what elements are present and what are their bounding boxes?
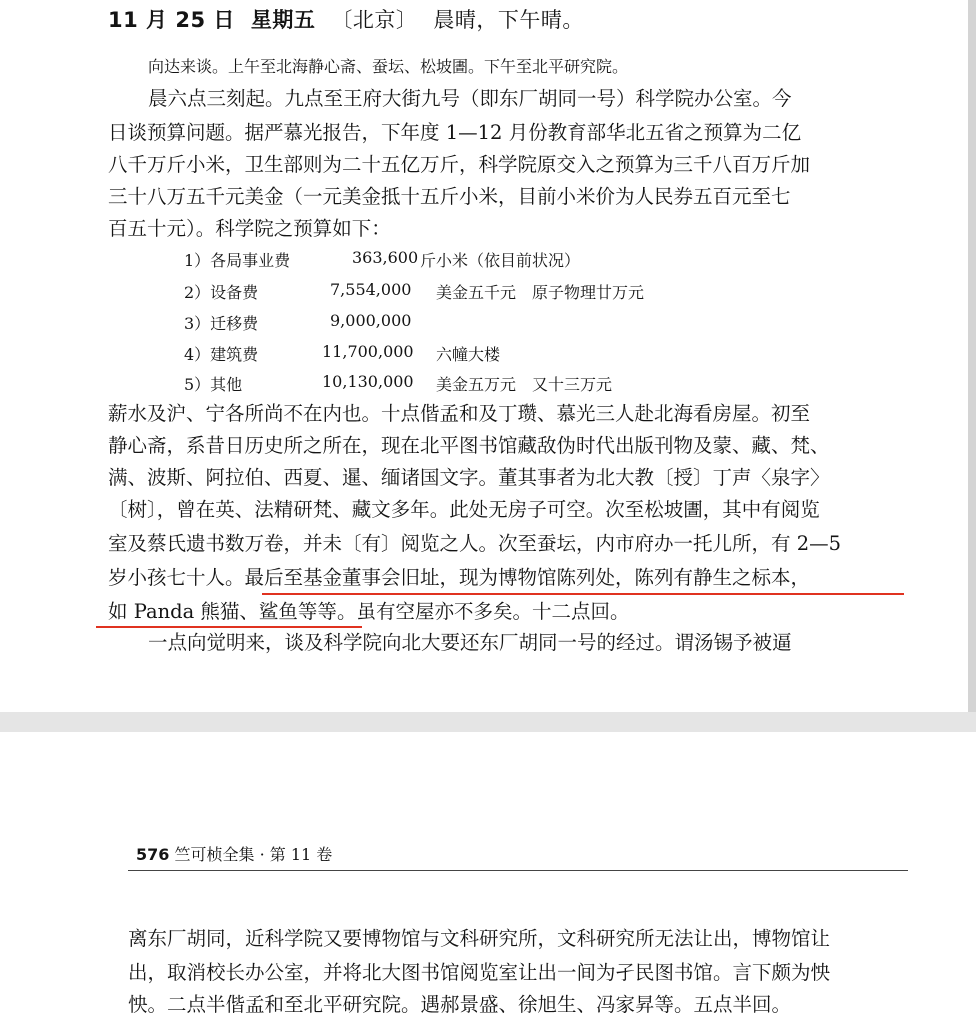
budget-amount: 363,600: [352, 248, 419, 267]
highlighted-text: 如 Panda 熊猫、鲨鱼等等: [108, 600, 337, 623]
highlight-underline: [262, 593, 904, 595]
paragraph-line: 静心斋，系昔日历史所之所在，现在北平图书馆藏敌伪时代出版刊物及蒙、藏、梵、: [108, 434, 830, 457]
paragraph-line: [108, 561, 810, 595]
line-segment: 岁小孩七十人。: [108, 566, 245, 589]
paragraph-line: 晨六点三刻起。九点至王府大街九号（即东厂胡同一号）科学院办公室。今: [148, 87, 792, 110]
paragraph-line: 日谈预算问题。据严慕光报告，下年度 1—12 月份教育部华北五省之预算为二亿: [108, 121, 802, 144]
paragraph-line: 室及蔡氏遗书数万卷，并未〔有〕阅览之人。次至蚕坛，内市府办一托儿所，有 2—5: [108, 532, 842, 555]
budget-item: 4）建筑费: [184, 345, 259, 364]
budget-note: 六幢大楼: [436, 345, 501, 364]
budget-amount: 11,700,000: [322, 342, 414, 361]
paragraph-line: 满、波斯、阿拉伯、西夏、暹、缅诸国文字。董其事者为北大教〔授〕丁声〈泉字〉: [108, 466, 830, 489]
page-separator: [0, 712, 976, 732]
highlighted-text: 最后至基金董事会旧址，现为博物馆陈列处，陈列有静生之标本，: [244, 566, 811, 589]
paragraph-line: 百五十元）。科学院之预算如下：: [108, 217, 391, 240]
paragraph-line: 三十八万五千元美金（一元美金抵十五斤小米，目前小米价为人民券五百元至七: [108, 185, 791, 208]
paragraph-line: 八千万斤小米，卫生部则为二十五亿万斤，科学院原交入之预算为三千八百万斤加: [108, 153, 811, 176]
budget-item: 3）迁移费: [184, 314, 259, 333]
paragraph-line: 一点向觉明来，谈及科学院向北大要还东厂胡同一号的经过。谓汤锡予被逼: [148, 631, 792, 654]
entry-summary-note: 向达来谈。上午至北海静心斋、蚕坛、松坡圕。下午至北平研究院。: [148, 57, 629, 76]
entry-date: 11 月 25 日: [108, 8, 235, 32]
paragraph-line: 出，取消校长办公室，并将北大图书馆阅览室让出一间为孑民图书馆。言下颇为怏: [128, 961, 831, 984]
paragraph-line: 薪水及沪、宁各所尚不在内也。十点偕孟和及丁瓒、慕光三人赴北海看房屋。初至: [108, 402, 811, 425]
budget-note: 美金五千元 原子物理廿万元: [436, 283, 645, 302]
budget-amount: 9,000,000: [330, 311, 412, 330]
budget-amount: 7,554,000: [330, 280, 412, 299]
paragraph-line: [108, 595, 629, 629]
budget-note: 斤小米（依目前状况）: [420, 251, 581, 270]
paragraph-line: 怏。二点半偕孟和至北平研究院。遇郝景盛、徐旭生、冯家昇等。五点半回。: [128, 993, 792, 1016]
budget-item: 2）设备费: [184, 283, 259, 302]
page-edge-shadow: [968, 0, 976, 712]
entry-weather: 晨晴，下午晴。: [433, 8, 584, 32]
budget-amount: 10,130,000: [322, 372, 414, 391]
budget-note: 美金五万元 又十三万元: [436, 375, 613, 394]
footer-rule: [128, 870, 908, 871]
entry-place: 〔北京〕: [331, 8, 418, 32]
book-title: 竺可桢全集 · 第 11 卷: [174, 845, 333, 864]
paragraph-line: 〔树〕，曾在英、法精研梵、藏文多年。此处无房子可空。次至松坡圕，其中有阅览: [108, 498, 820, 521]
page-footer: [136, 842, 332, 865]
entry-weekday: 星期五: [250, 8, 316, 32]
budget-item: 5）其他: [184, 375, 243, 394]
paragraph-line: 离东厂胡同，近科学院又要博物馆与文科研究所，文科研究所无法让出，博物馆让: [128, 927, 831, 950]
budget-item: 1）各局事业费: [184, 251, 291, 270]
diary-entry-heading: [108, 4, 584, 34]
line-segment: 。虽有空屋亦不多矣。十二点回。: [336, 600, 630, 623]
page-number: 576: [136, 845, 170, 864]
